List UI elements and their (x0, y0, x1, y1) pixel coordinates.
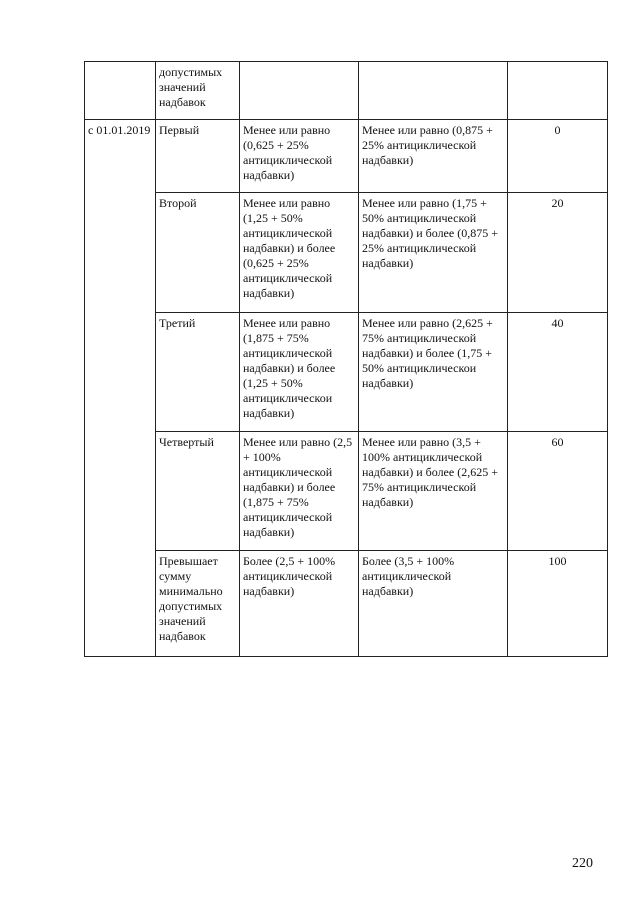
condition-cell-1: Менее или равно (0,625 + 25% антициклической надбавки) (240, 120, 359, 193)
condition-cell-2 (359, 62, 508, 120)
value-cell: 60 (508, 432, 608, 551)
level-cell: допустимых значений надбавок (156, 62, 240, 120)
table-row (85, 193, 608, 313)
condition-cell-2: Менее или равно (0,875 + 25% антициклической надбавки) (359, 120, 508, 193)
condition-cell-1 (240, 62, 359, 120)
table-row (85, 313, 608, 432)
condition-cell-1: Менее или равно (1,875 + 75% антициклической надбавки) и более (1,25 + 50% антициклическои надбавки) (240, 313, 359, 432)
value-cell: 40 (508, 313, 608, 432)
condition-cell-2: Более (3,5 + 100% антициклической надбавки) (359, 551, 508, 657)
table-row (85, 62, 608, 120)
level-cell: Четвертый (156, 432, 240, 551)
condition-cell-1: Более (2,5 + 100% антициклической надбавки) (240, 551, 359, 657)
value-cell: 20 (508, 193, 608, 313)
condition-cell-1: Менее или равно (1,25 + 50% антициклической надбавки) и более (0,625 + 25% антициклической надбавки) (240, 193, 359, 313)
level-cell: Первый (156, 120, 240, 193)
period-cell (85, 62, 156, 120)
table-row (85, 432, 608, 551)
period-cell: с 01.01.2019 (85, 120, 156, 657)
page-number: 220 (572, 856, 593, 871)
condition-cell-1: Менее или равно (2,5 + 100% антициклической надбавки) и более (1,875 + 75% антициклической надбавки) (240, 432, 359, 551)
level-cell: Превышает сумму минимально допустимых значений надбавок (156, 551, 240, 657)
value-cell: 100 (508, 551, 608, 657)
level-cell: Второй (156, 193, 240, 313)
level-cell: Третий (156, 313, 240, 432)
table-row (85, 120, 608, 193)
value-cell: 0 (508, 120, 608, 193)
condition-cell-2: Менее или равно (1,75 + 50% антициклической надбавки) и более (0,875 + 25% антициклической надбавки) (359, 193, 508, 313)
table-row (85, 551, 608, 657)
capital-buffer-table (84, 61, 608, 657)
condition-cell-2: Менее или равно (3,5 + 100% антициклической надбавки) и более (2,625 + 75% антициклической надбавки) (359, 432, 508, 551)
condition-cell-2: Менее или равно (2,625 + 75% антициклической надбавки) и более (1,75 + 50% антициклическои надбавки) (359, 313, 508, 432)
value-cell (508, 62, 608, 120)
